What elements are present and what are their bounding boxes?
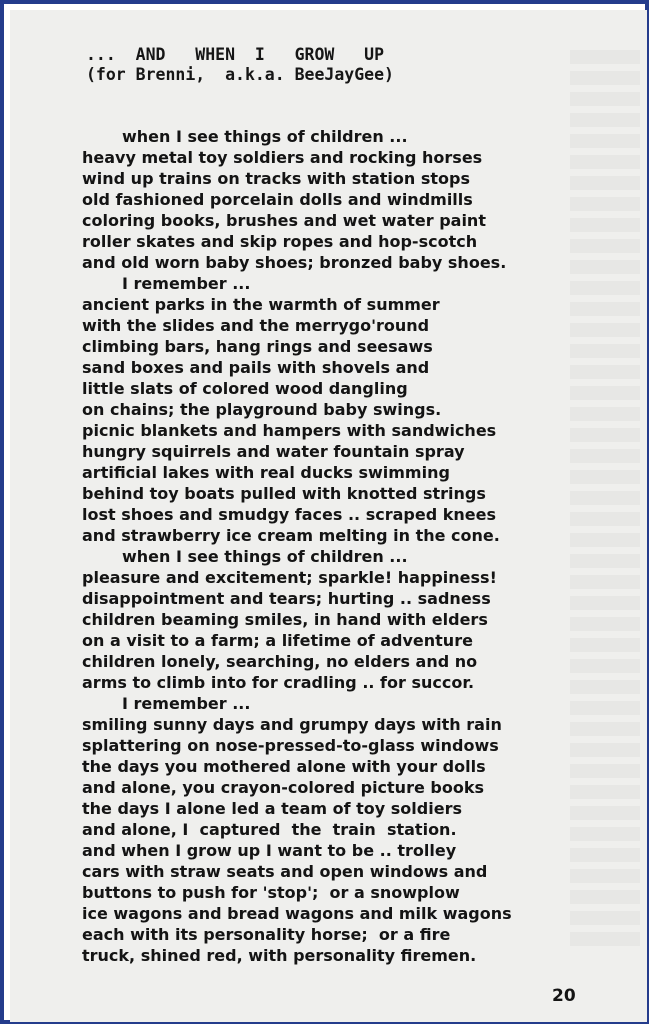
poem-line: hungry squirrels and water fountain spray bbox=[82, 442, 465, 461]
poem-line: and strawberry ice cream melting in the cone. bbox=[82, 526, 500, 545]
poem-line: with the slides and the merrygo'round bbox=[82, 316, 430, 335]
bleed-through-text bbox=[570, 50, 640, 950]
poem-body bbox=[82, 126, 562, 966]
poem-dedication: (for Brenni, a.k.a. BeeJayGee) bbox=[86, 65, 394, 84]
poem-line: the days you mothered alone with your dolls bbox=[82, 757, 486, 776]
poem-line: when I see things of children ... bbox=[122, 127, 408, 146]
poem-line: arms to climb into for cradling .. for succor. bbox=[82, 673, 475, 692]
poem-line: I remember ... bbox=[122, 694, 251, 713]
poem-line: disappointment and tears; hurting .. sadness bbox=[82, 589, 491, 608]
poem-line: climbing bars, hang rings and seesaws bbox=[82, 337, 433, 356]
poem-title: ... AND WHEN I GROW UP bbox=[86, 45, 385, 64]
poem-line: heavy metal toy soldiers and rocking horses bbox=[82, 148, 483, 167]
poem-line: children beaming smiles, in hand with elders bbox=[82, 610, 488, 629]
page-number: 20 bbox=[552, 986, 576, 1006]
poem-line: each with its personality horse; or a fire bbox=[82, 925, 451, 944]
poem-line: I remember ... bbox=[122, 274, 251, 293]
poem-line: on chains; the playground baby swings. bbox=[82, 400, 442, 419]
poem-line: on a visit to a farm; a lifetime of adventure bbox=[82, 631, 473, 650]
poem-line: children lonely, searching, no elders and no bbox=[82, 652, 478, 671]
poem-line: sand boxes and pails with shovels and bbox=[82, 358, 430, 377]
poem-line: ancient parks in the warmth of summer bbox=[82, 295, 440, 314]
poem-line: ice wagons and bread wagons and milk wagons bbox=[82, 904, 512, 923]
poem-line: old fashioned porcelain dolls and windmills bbox=[82, 190, 473, 209]
poem-line: coloring books, brushes and wet water paint bbox=[82, 211, 486, 230]
poem-line: cars with straw seats and open windows and bbox=[82, 862, 488, 881]
poem-line: artificial lakes with real ducks swimming bbox=[82, 463, 450, 482]
poem-line: roller skates and skip ropes and hop-scotch bbox=[82, 232, 478, 251]
poem-line: little slats of colored wood dangling bbox=[82, 379, 408, 398]
poem-line: when I see things of children ... bbox=[122, 547, 408, 566]
poem-line: behind toy boats pulled with knotted strings bbox=[82, 484, 486, 503]
poem-line: buttons to push for 'stop'; or a snowplow bbox=[82, 883, 460, 902]
poem-line: picnic blankets and hampers with sandwiches bbox=[82, 421, 497, 440]
poem-line: pleasure and excitement; sparkle! happiness! bbox=[82, 568, 497, 587]
poem-line: and alone, I captured the train station. bbox=[82, 820, 457, 839]
poem-line: lost shoes and smudgy faces .. scraped knees bbox=[82, 505, 496, 524]
poem-line: and old worn baby shoes; bronzed baby shoes. bbox=[82, 253, 507, 272]
poem-line: and alone, you crayon-colored picture books bbox=[82, 778, 484, 797]
poem-line: and when I grow up I want to be .. trolley bbox=[82, 841, 457, 860]
poem-line: truck, shined red, with personality firemen. bbox=[82, 946, 477, 965]
poem-line: splattering on nose-pressed-to-glass windows bbox=[82, 736, 499, 755]
poem-line: smiling sunny days and grumpy days with rain bbox=[82, 715, 502, 734]
poem-line: wind up trains on tracks with station stops bbox=[82, 169, 470, 188]
poem-line: the days I alone led a team of toy soldiers bbox=[82, 799, 462, 818]
